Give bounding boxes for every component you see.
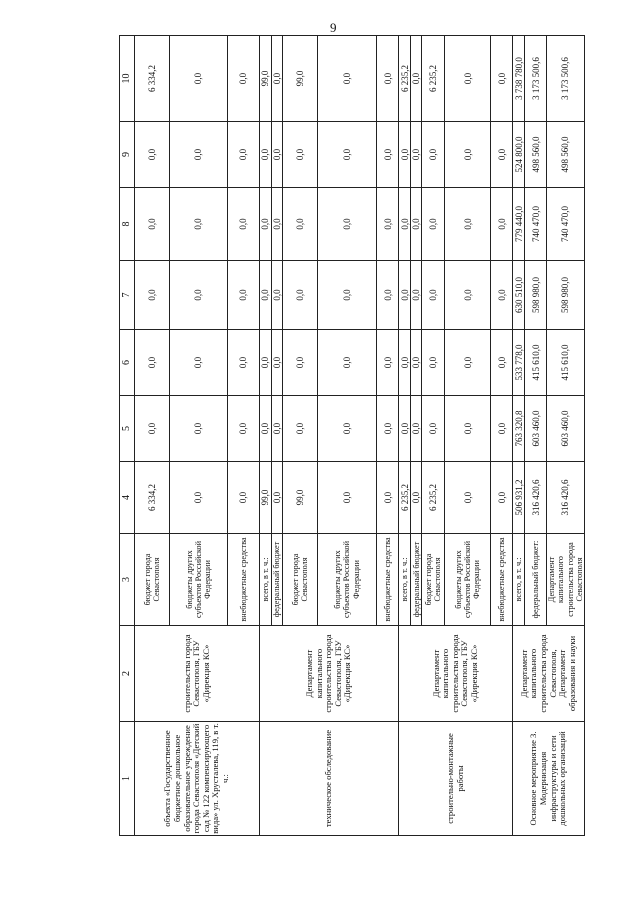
value-cell: 0,0 (445, 396, 491, 462)
value-cell: 99,0 (260, 462, 272, 534)
header-cell: 6 (120, 330, 135, 396)
value-cell: 0,0 (377, 261, 399, 330)
value-cell: 0,0 (491, 36, 513, 122)
value-cell: 6 334,2 (135, 462, 170, 534)
funding-source-cell: внебюджетные средства (377, 534, 399, 626)
header-cell: 8 (120, 188, 135, 261)
table-row (260, 36, 272, 836)
value-cell: 0,0 (399, 188, 411, 261)
funding-source-cell: федеральный бюджет (411, 534, 422, 626)
value-cell: 0,0 (260, 188, 272, 261)
executor-cell: Департамент капитального строительства города Севастополя, ГБУ «Дирекция КС» (260, 626, 399, 722)
value-cell: 0,0 (491, 330, 513, 396)
value-cell: 0,0 (377, 122, 399, 188)
header-cell: 5 (120, 396, 135, 462)
value-cell: 0,0 (411, 396, 422, 462)
budget-table (119, 35, 585, 836)
value-cell: 0,0 (170, 462, 228, 534)
event-name-cell: объекта «Государственное бюджетное дошкольное образовательное учреждение города Севастополя «Детский сад № 122 компенсирующего вида» ул. Хрусталева, 119, в т. ч.: (135, 722, 260, 836)
value-cell: 0,0 (260, 261, 272, 330)
page-number: 9 (330, 20, 337, 35)
value-cell: 779 440,0 (513, 188, 525, 261)
funding-source-cell: бюджет города Севастополя (135, 534, 170, 626)
value-cell: 0,0 (491, 188, 513, 261)
value-cell: 99,0 (283, 462, 318, 534)
value-cell: 0,0 (228, 330, 260, 396)
value-cell: 415 610,0 (547, 330, 585, 396)
value-cell: 0,0 (272, 462, 283, 534)
value-cell: 3 173 500,6 (547, 36, 585, 122)
value-cell: 6 235,2 (422, 36, 445, 122)
executor-cell: Департамент капитального строительства города Севастополя, ГБУ «Дирекция КС» (399, 626, 513, 722)
value-cell: 0,0 (445, 36, 491, 122)
value-cell: 0,0 (399, 396, 411, 462)
value-cell: 0,0 (422, 188, 445, 261)
funding-source-cell: бюджеты других субъектов Российской Федерации (318, 534, 377, 626)
value-cell: 0,0 (377, 396, 399, 462)
funding-source-cell: Департамент капитального строительства города Севастополя (547, 534, 585, 626)
value-cell: 0,0 (377, 188, 399, 261)
value-cell: 598 980,0 (547, 261, 585, 330)
value-cell: 0,0 (170, 122, 228, 188)
value-cell: 0,0 (228, 122, 260, 188)
value-cell: 0,0 (260, 122, 272, 188)
value-cell: 0,0 (491, 396, 513, 462)
value-cell: 0,0 (135, 330, 170, 396)
value-cell: 740 470,0 (547, 188, 585, 261)
value-cell: 99,0 (260, 36, 272, 122)
value-cell: 0,0 (399, 122, 411, 188)
funding-source-cell: федеральный бюджет: (525, 534, 547, 626)
value-cell: 0,0 (283, 396, 318, 462)
funding-source-cell: внебюджетные средства (491, 534, 513, 626)
value-cell: 630 510,0 (513, 261, 525, 330)
value-cell: 0,0 (422, 396, 445, 462)
table-row (399, 36, 411, 836)
value-cell: 0,0 (135, 261, 170, 330)
value-cell: 0,0 (283, 188, 318, 261)
value-cell: 498 560,0 (547, 122, 585, 188)
value-cell: 0,0 (283, 261, 318, 330)
funding-source-cell: бюджет города Севастополя (422, 534, 445, 626)
funding-source-cell: всего, в т. ч.: (513, 534, 525, 626)
value-cell: 0,0 (399, 330, 411, 396)
value-cell: 0,0 (170, 36, 228, 122)
value-cell: 0,0 (170, 261, 228, 330)
header-cell: 2 (120, 626, 135, 722)
value-cell: 99,0 (283, 36, 318, 122)
value-cell: 0,0 (170, 396, 228, 462)
value-cell: 0,0 (272, 188, 283, 261)
value-cell: 0,0 (399, 261, 411, 330)
value-cell: 0,0 (318, 330, 377, 396)
value-cell: 316 420,6 (547, 462, 585, 534)
value-cell: 0,0 (491, 122, 513, 188)
value-cell: 740 470,0 (525, 188, 547, 261)
value-cell: 603 460,0 (547, 396, 585, 462)
value-cell: 0,0 (491, 261, 513, 330)
value-cell: 6 235,2 (422, 462, 445, 534)
value-cell: 0,0 (135, 396, 170, 462)
value-cell: 0,0 (411, 261, 422, 330)
value-cell: 0,0 (445, 188, 491, 261)
event-name-cell: техническое обследование (260, 722, 399, 836)
header-cell: 3 (120, 534, 135, 626)
value-cell: 498 560,0 (525, 122, 547, 188)
value-cell: 0,0 (422, 330, 445, 396)
table-row (513, 36, 525, 836)
event-name-cell: Основное мероприятие 3. Модернизация инфраструктуры и сети дошкольных организаций (513, 722, 585, 836)
value-cell: 0,0 (170, 330, 228, 396)
funding-source-cell: бюджеты других субъектов Российской Федерации (170, 534, 228, 626)
header-row (120, 36, 135, 836)
value-cell: 0,0 (422, 261, 445, 330)
value-cell: 0,0 (411, 122, 422, 188)
value-cell: 0,0 (318, 188, 377, 261)
value-cell: 0,0 (377, 462, 399, 534)
value-cell: 0,0 (272, 36, 283, 122)
header-cell: 10 (120, 36, 135, 122)
value-cell: 3 173 500,6 (525, 36, 547, 122)
funding-source-cell: всего, в т. ч.: (260, 534, 272, 626)
rotated-table-container (119, 36, 584, 836)
value-cell: 0,0 (445, 122, 491, 188)
value-cell: 0,0 (422, 122, 445, 188)
value-cell: 533 778,0 (513, 330, 525, 396)
value-cell: 0,0 (318, 36, 377, 122)
header-cell: 4 (120, 462, 135, 534)
value-cell: 598 980,0 (525, 261, 547, 330)
value-cell: 603 460,0 (525, 396, 547, 462)
value-cell: 0,0 (411, 462, 422, 534)
value-cell: 0,0 (170, 188, 228, 261)
value-cell: 524 800,0 (513, 122, 525, 188)
funding-source-cell: всего, в т. ч.: (399, 534, 411, 626)
value-cell: 0,0 (445, 462, 491, 534)
value-cell: 316 420,6 (525, 462, 547, 534)
funding-source-cell: внебюджетные средства (228, 534, 260, 626)
value-cell: 0,0 (318, 396, 377, 462)
value-cell: 0,0 (445, 261, 491, 330)
value-cell: 0,0 (228, 36, 260, 122)
value-cell: 0,0 (272, 122, 283, 188)
value-cell: 0,0 (445, 330, 491, 396)
value-cell: 0,0 (377, 330, 399, 396)
header-cell: 1 (120, 722, 135, 836)
funding-source-cell: федеральный бюджет (272, 534, 283, 626)
header-cell: 7 (120, 261, 135, 330)
value-cell: 0,0 (228, 462, 260, 534)
value-cell: 763 320,8 (513, 396, 525, 462)
value-cell: 415 610,0 (525, 330, 547, 396)
value-cell: 0,0 (228, 261, 260, 330)
value-cell: 0,0 (272, 261, 283, 330)
funding-source-cell: бюджет города Севастополя (283, 534, 318, 626)
value-cell: 6 235,2 (399, 462, 411, 534)
value-cell: 0,0 (411, 36, 422, 122)
value-cell: 0,0 (283, 122, 318, 188)
header-cell: 9 (120, 122, 135, 188)
value-cell: 0,0 (377, 36, 399, 122)
value-cell: 3 738 780,0 (513, 36, 525, 122)
value-cell: 506 931,2 (513, 462, 525, 534)
value-cell: 0,0 (411, 188, 422, 261)
value-cell: 0,0 (135, 188, 170, 261)
value-cell: 0,0 (260, 330, 272, 396)
value-cell: 0,0 (318, 122, 377, 188)
value-cell: 0,0 (135, 122, 170, 188)
table-row (135, 36, 170, 836)
value-cell: 0,0 (318, 261, 377, 330)
funding-source-cell: бюджеты других субъектов Российской Федерации (445, 534, 491, 626)
value-cell: 0,0 (491, 462, 513, 534)
value-cell: 0,0 (272, 330, 283, 396)
value-cell: 0,0 (318, 462, 377, 534)
value-cell: 0,0 (228, 188, 260, 261)
value-cell: 0,0 (272, 396, 283, 462)
value-cell: 0,0 (283, 330, 318, 396)
event-name-cell: строительно-монтажные работы (399, 722, 513, 836)
value-cell: 6 235,2 (399, 36, 411, 122)
executor-cell: строительства города Севастополя, ГБУ «Дирекция КС» (135, 626, 260, 722)
value-cell: 0,0 (260, 396, 272, 462)
value-cell: 0,0 (411, 330, 422, 396)
executor-cell: Департамент капитального строительства города Севастополя, Департамент образования и науки (513, 626, 585, 722)
value-cell: 0,0 (228, 396, 260, 462)
value-cell: 6 334,2 (135, 36, 170, 122)
